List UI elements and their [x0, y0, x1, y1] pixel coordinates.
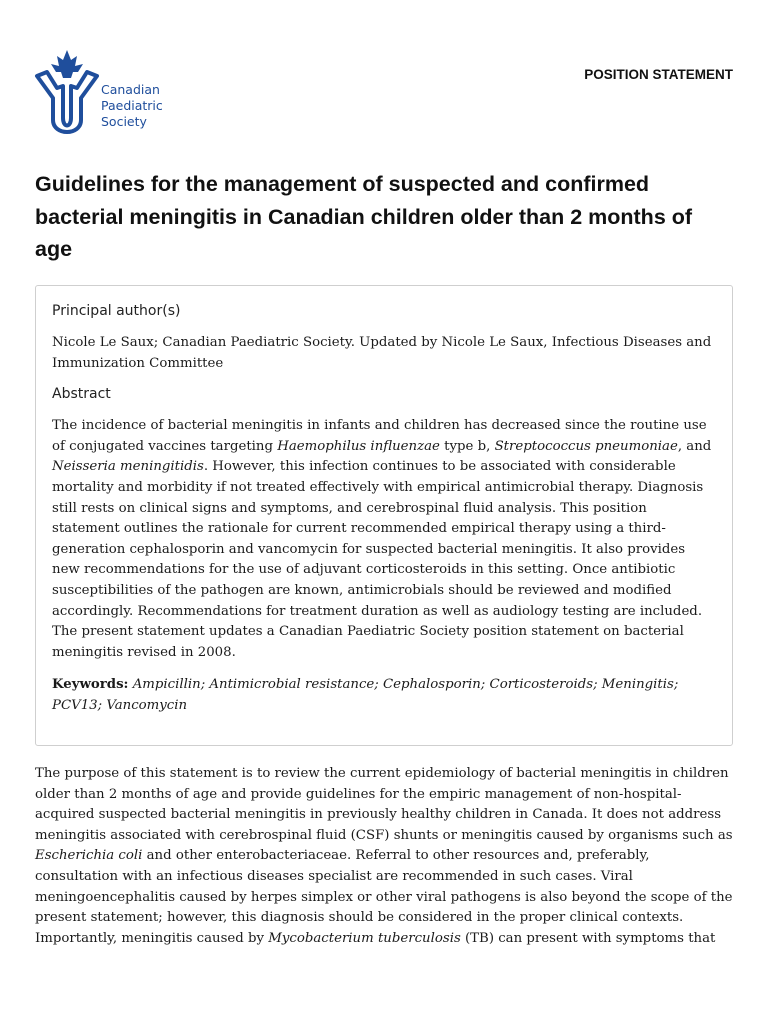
body-species-name: Mycobacterium tuberculosis — [268, 930, 461, 946]
logo-text-line-3: Society — [101, 114, 147, 129]
cps-logo-icon — [33, 48, 101, 136]
summary-box — [35, 285, 733, 746]
logo-text — [101, 82, 163, 130]
body-text-part: and other enterobacteriaceae. Referral to other resources and, preferably, consultation with an infectious diseases specialist are recommended in such cases. Viral meningoencephalitis caused by herpes simplex or other viral pathogens is also beyond the scope of the present statement; however, this diagnosis should be considered in the proper clinical contexts. Importantly, meningitis caused by — [35, 848, 733, 946]
abstract-species-name: Neisseria meningitidis — [52, 459, 204, 475]
abstract-species-name: Streptococcus pneumoniae — [494, 438, 678, 454]
abstract-text — [52, 416, 716, 663]
authors-heading: Principal author(s) — [52, 303, 181, 319]
document-type-label: POSITION STATEMENT — [584, 67, 733, 82]
abstract-text-part: type b, — [439, 438, 495, 454]
authors-text: Nicole Le Saux; Canadian Paediatric Society. Updated by Nicole Le Saux, Infectious Diseases and Immunization Committee — [52, 335, 712, 371]
body-text-part: The purpose of this statement is to review the current epidemiology of bacterial meningitis in children older than 2 months of age and provide guidelines for the empiric management of non-hospital-acquired suspected bacterial meningitis in previously healthy children in Canada. It does not address meningitis associated with cerebrospinal fluid (CSF) shunts or meningitis caused by organisms such as — [35, 766, 733, 843]
body-paragraph — [35, 764, 735, 949]
keywords-list: Ampicillin; Antimicrobial resistance; Cephalosporin; Corticosteroids; Meningitis; PCV13; Vancomycin — [52, 677, 679, 713]
abstract-text-part: , and — [677, 438, 712, 454]
logo-text-line-1: Canadian — [101, 82, 160, 97]
body-text-part: (TB) can present with symptoms that — [460, 930, 716, 946]
abstract-text-part: The incidence of bacterial meningitis in infants and children has decreased since the routine use of conjugated vaccines targeting — [52, 418, 707, 454]
page-title: Guidelines for the management of suspected and confirmed bacterial meningitis in Canadian children older than 2 months of age — [35, 172, 693, 261]
cps-logo[interactable] — [33, 48, 183, 138]
logo-text-line-2: Paediatric — [101, 98, 163, 113]
abstract-species-name: Haemophilus influenzae — [277, 438, 440, 454]
abstract-text-part: . However, this infection continues to be associated with considerable mortality and morbidity if not treated effectively with empirical antimicrobial therapy. Diagnosis still rests on clinical signs and symptoms, and cerebrospinal fluid analysis. This position statement outlines the rationale for current recommended empirical therapy using a third-generation cephalosporin and vancomycin for suspected bacterial meningitis. It also provides new recommendations for the use of adjuvant corticosteroids in this setting. Once antibiotic susceptibilities of the pathogen are known, antimicrobials should be reviewed and modified accordingly. Recommendations for treatment duration as well as audiology testing are included. The present statement updates a Canadian Paediatric Society position statement on bacterial meningitis revised in 2008. — [52, 459, 704, 660]
body-species-name: Escherichia coli — [35, 848, 143, 864]
abstract-heading: Abstract — [52, 386, 111, 403]
keywords — [52, 675, 716, 716]
keywords-label: Keywords: — [52, 677, 129, 693]
